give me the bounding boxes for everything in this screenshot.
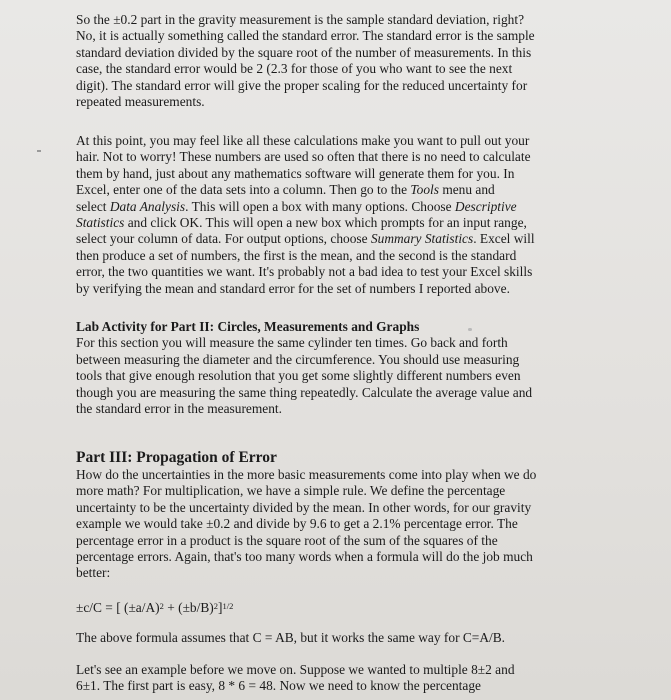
tools-menu-term: Tools [410, 182, 439, 198]
text-line: percentage error in a product is the square root of the sum of the squares of the [76, 532, 498, 548]
text-line: by verifying the mean and standard error for the set of numbers I reported above. [76, 280, 510, 296]
text-line: So the ±0.2 part in the gravity measurement is the sample standard deviation, right? [76, 12, 525, 27]
text-line: The above formula assumes that C = AB, but it works the same way for C=A/B. [76, 630, 506, 645]
formula-exponent: 1/2 [222, 601, 234, 611]
text-line: them by hand, just about any mathematics software will generate them for you. In [76, 165, 515, 181]
text-line: standard deviation divided by the square root of the number of measurements. In this [76, 44, 532, 60]
text-line: tools that give enough resolution that you get some slightly different numbers even [76, 368, 521, 384]
text-segment: . This will open a box with many options. Choose [185, 198, 455, 214]
text-segment: select [76, 198, 110, 214]
text-line: digit). The standard error will give the proper scaling for the reduced uncertainty for [76, 77, 528, 93]
text-line: percentage errors. Again, that's too many words when a formula will do the job much [76, 549, 533, 565]
text-line: more math? For multiplication, we have a simple rule. We define the percentage [76, 483, 506, 499]
text-line [76, 215, 616, 231]
statistics-term: Statistics [76, 215, 125, 231]
text-line: For this section you will measure the same cylinder ten times. Go back and forth [76, 335, 508, 351]
text-line: uncertainty to be the uncertainty divided by the mean. In other words, for our gravity [76, 499, 532, 515]
part-three-heading: Part III: Propagation of Error [76, 449, 277, 466]
lab-activity-heading: Lab Activity for Part II: Circles, Measurements and Graphs [76, 319, 420, 334]
text-line: error, the two quantities we want. It's probably not a bad idea to test your Excel skills [76, 264, 533, 280]
part-three-section [76, 449, 616, 582]
text-line: How do the uncertainties in the more basic measurements come into play when we do [76, 467, 537, 482]
text-line: though you are measuring the same thing repeatedly. Calculate the average value and [76, 384, 533, 400]
text-segment: . Excel will [473, 231, 535, 247]
text-line: Let's see an example before we move on. Suppose we wanted to multiple 8±2 and [76, 662, 515, 677]
text-line: the standard error in the measurement. [76, 401, 282, 417]
text-segment: select your column of data. For output options, choose [76, 231, 371, 247]
text-line: hair. Not to worry! These numbers are used so often that there is no need to calculate [76, 149, 531, 165]
paragraph-excel-instructions [76, 133, 616, 297]
formula-exponent: 2 [159, 601, 164, 611]
formula-exponent: 2 [213, 601, 218, 611]
formula-line [76, 600, 616, 616]
lab-activity-section [76, 319, 616, 417]
text-line [76, 182, 616, 198]
error-propagation-formula [76, 600, 616, 616]
formula-segment: + (±b/B) [163, 600, 214, 615]
text-line: example we would take ±0.2 and divide by 9.6 to get a 2.1% percentage error. The [76, 516, 518, 532]
data-analysis-term: Data Analysis [109, 198, 186, 214]
example-paragraph [76, 662, 616, 695]
formula-segment: ±c/C = [ (±a/A) [76, 600, 160, 615]
text-line: 6±1. The first part is easy, 8 * 6 = 48. Now we need to know the percentage [76, 678, 481, 694]
text-line: then produce a set of numbers, the first is the mean, and the second is the standard [76, 247, 517, 263]
text-line: better: [76, 565, 111, 581]
text-line [76, 231, 616, 247]
text-line [76, 199, 616, 215]
text-segment: menu and [438, 182, 495, 198]
descriptive-term: Descriptive [454, 198, 517, 214]
margin-mark [37, 150, 41, 152]
text-line: repeated measurements. [76, 94, 205, 110]
text-segment: and click OK. This will open a new box which prompts for an input range, [124, 215, 527, 231]
text-line: case, the standard error would be 2 (2.3 for those of you who want to see the next [76, 61, 513, 77]
formula-segment: ] [217, 600, 223, 615]
text-line: At this point, you may feel like all these calculations make you want to pull out your [76, 133, 530, 148]
paragraph-standard-error [76, 12, 616, 110]
summary-statistics-term: Summary Statistics [370, 231, 474, 247]
formula-note [76, 630, 616, 646]
text-line: No, it is actually something called the standard error. The standard error is the sample [76, 28, 535, 44]
text-line: between measuring the diameter and the circumference. You should use measuring [76, 351, 520, 367]
text-segment: Excel, enter one of the data sets into a column. Then go to the [76, 182, 411, 198]
